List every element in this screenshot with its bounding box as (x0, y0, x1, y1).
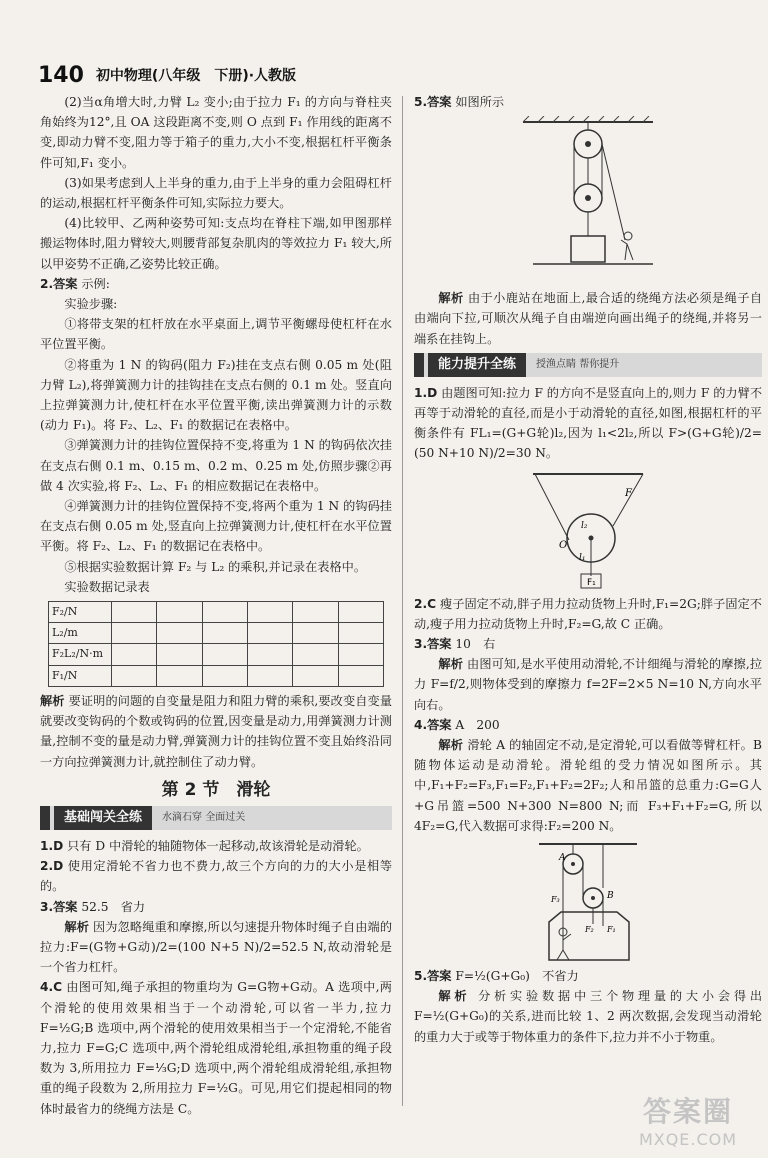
analysis-label: 解析 (438, 738, 464, 753)
label-l1: l₁ (579, 552, 586, 563)
steps-title: 实验步骤: (64, 297, 118, 312)
answer-text: 瘦子固定不动,胖子用力拉动货物上升时,F₁=2G;胖子固定不动,瘦子用力拉动货物上升时,F₂=G,故 C 正确。 (414, 596, 762, 631)
table-row (49, 623, 384, 644)
answer-label: 4.C (40, 980, 63, 995)
book-title: 初中物理(八年级 下册)·人教版 (95, 68, 297, 84)
analysis-text: 滑轮 A 的轴固定不动,是定滑轮,可以看做等臂杠杆。B 随物体运动是动滑轮。滑轮组的受力情况如图所示。其中,F₁+F₂=F₃,F₁=F₂,F₁+F₂=2F₂;人和吊篮的总重力:G=G人+G吊篮=500 N+300 N=800 N;而 F₃+F₁+F₂=G,所以 4F₂=G,代入数据可求得:F₂=200 N。 (414, 738, 763, 833)
answer-item (40, 274, 392, 294)
answer-text: 10 右 (455, 637, 496, 652)
watermark-text: 答案圈 (642, 1095, 733, 1128)
analysis-label: 解析 (438, 989, 471, 1004)
answer-text: 如图所示 (455, 95, 505, 109)
label-f: F (625, 487, 632, 499)
answer-item (40, 836, 392, 856)
step: ②将重为 1 N 的钩码(阻力 F₂)挂在支点右侧 0.05 m 处(阻力臂 L₂),将弹簧测力计的挂钩挂在支点右侧的 0.1 m 处。竖直向上拉弹簧测力计,使杠杆在水平位置平衡,读出弹簧测力计的示数(动力 F₁)。将 F₂、L₂、F₁ 的数据记在表格中。 (40, 357, 392, 433)
answer-label: 2.答案 (40, 276, 78, 291)
analysis-label: 解析 (64, 919, 89, 934)
banner-subtitle: 授渔点睛 帮你提升 (536, 358, 620, 370)
answer-item (414, 715, 762, 735)
analysis (40, 917, 392, 978)
paragraph: (2)当α角增大时,力臂 L₂ 变小;由于拉力 F₁ 的方向与脊柱夹角始终为12°,且 OA 这段距离不变,则 O 点到 F₁ 作用线的距离不变,即动力臂不变,阻力等于箱子的重力,大小不变,根据杠杆平衡条件可知,F₁ 变小。 (40, 95, 392, 170)
pulley-diagram-deer (513, 116, 663, 284)
analysis (414, 654, 762, 715)
page-header (38, 58, 748, 88)
table-row (49, 665, 384, 686)
pulley-lever-diagram (523, 468, 653, 590)
section-banner (414, 353, 762, 377)
answer-item (40, 977, 392, 1118)
analysis (414, 986, 762, 1047)
banner-title: 能力提升全练 (428, 353, 526, 377)
answer-item (414, 594, 762, 634)
row-header: F₁/N (49, 665, 112, 686)
analysis (414, 735, 762, 836)
banner-subtitle: 水滴石穿 全面过关 (162, 811, 246, 823)
table-row (49, 644, 384, 665)
record-table (48, 601, 384, 687)
step: ①将带支架的杠杆放在水平桌面上,调节平衡螺母使杠杆在水平位置平衡。 (40, 317, 392, 352)
analysis-text: 因为忽略绳重和摩擦,所以匀速提升物体时绳子自由端的拉力:F=(G物+G动)/2=(100 N+5 N)/2=52.5 N,故动滑轮是一个省力杠杆。 (40, 919, 393, 975)
step: ④弹簧测力计的挂钩位置保持不变,将两个重为 1 N 的钩码挂在支点右侧 0.05 m 处,竖直向上拉弹簧测力计,使杠杆在水平位置平衡。将 F₂、L₂、F₁ 的数据记在表格中。 (40, 499, 392, 554)
answer-item (414, 383, 762, 464)
pulley-basket-diagram (533, 840, 643, 962)
section-title: 第 2 节 滑轮 (161, 779, 271, 800)
answer-item (40, 897, 392, 917)
answer-text: 由题图可知:拉力 F 的方向不是竖直向上的,则力 F 的力臂不再等于动滑轮的直径,而是小于动滑轮的直径,如图,根据杠杆的平衡条件有 FL₁=(G+G轮)l₂,因为 l₁<2l₂,所以 F>(G+G轮)/2=(50 N+10 N)/2=30 N。 (414, 385, 763, 461)
row-header: F₂/N (49, 602, 112, 623)
step: ③弹簧测力计的挂钩位置保持不变,将重为 1 N 的钩码依次挂在支点右侧 0.1 m、0.15 m、0.2 m、0.25 m 处,仿照步骤②再做 4 次实验,将 F₂、L₂、F₁ 的相应数据记在表格中。 (40, 438, 392, 493)
label-g: F₁ (587, 577, 596, 588)
analysis-text: 分析实验数据中三个物理量的大小会得出 F=½(G+G₀)的关系,进而比较 1、2 两次数据,会发现当动滑轮的重力大于或等于物体重力的条件下,拉力并不小于物重。 (414, 989, 763, 1044)
banner-marker-icon (414, 353, 424, 377)
answer-label: 1.D (414, 385, 438, 400)
left-column (40, 92, 392, 1119)
answer-text: A 200 (455, 717, 500, 732)
answer-text: 52.5 省力 (81, 899, 146, 914)
label-f2: F₂ (585, 925, 594, 935)
answer-label: 5.答案 (414, 95, 452, 109)
row-header: L₂/m (49, 623, 112, 644)
answer-label: 5.答案 (414, 969, 452, 984)
right-column (414, 92, 762, 1047)
label-o: O (559, 539, 568, 551)
label-a: A (559, 853, 566, 864)
row-header: F₂L₂/N·m (49, 644, 112, 665)
answer-text: 使用定滑轮不省力也不费力,故三个方向的力的大小是相等的。 (40, 859, 393, 894)
analysis-text: 由图可知,是水平使用动滑轮,不计细绳与滑轮的摩擦,拉力 F=f/2,则物体受到的摩擦力 f=2F=2×5 N=10 N,方向水平向右。 (414, 657, 763, 712)
table-row (49, 602, 384, 623)
step: ⑤根据实验数据计算 F₂ 与 L₂ 的乘积,并记录在表格中。 (64, 559, 367, 574)
column-divider (402, 96, 403, 1106)
label-l2: l₂ (581, 520, 588, 531)
answer-label: 2.C (414, 596, 437, 611)
paragraph: (4)比较甲、乙两种姿势可知:支点均在脊柱下端,如甲图那样搬运物体时,阻力臂较大,则腰背部复杂肌肉的等效拉力 F₁ 较大,所以甲姿势不正确,乙姿势比较正确。 (40, 216, 392, 271)
table-title: 实验数据记录表 (64, 579, 150, 594)
label-b: B (607, 891, 614, 902)
answer-text: F=½(G+G₀) 不省力 (455, 969, 579, 984)
answer-item (40, 856, 392, 896)
analysis-text: 要证明的问题的自变量是阻力和阻力臂的乘积,要改变自变量就要改变钩码的个数或钩码的位置,因变量是动力,用弹簧测力计测量,控制不变的量是动力臂,弹簧测力计的挂钩位置不变且始终沿同一方向拉弹簧测力计,就控制住了动力臂。 (40, 693, 393, 769)
analysis-label: 解析 (438, 657, 464, 672)
answer-item (414, 92, 762, 112)
section-banner (40, 806, 392, 830)
watermark-logo (618, 1090, 758, 1150)
analysis-label: 解析 (40, 693, 65, 708)
label-f1: F₁ (607, 925, 616, 935)
answer-label: 4.答案 (414, 717, 452, 732)
page-number: 140 (38, 63, 84, 88)
answer-label: 3.答案 (40, 899, 78, 914)
analysis-text: 由于小鹿站在地面上,最合适的绕绳方法必须是绳子自由端向下拉,可顺次从绳子自由端逆向画出绳子的绕绳,并将另一端系在挂钩上。 (414, 291, 763, 346)
answer-label: 2.D (40, 859, 64, 874)
banner-marker-icon (40, 806, 50, 830)
watermark-url: MXQE.COM (638, 1130, 738, 1149)
answer-label: 1.D (40, 838, 64, 853)
answer-item (414, 966, 762, 986)
analysis (40, 691, 392, 772)
answer-text: 只有 D 中滑轮的轴随物体一起移动,故该滑轮是动滑轮。 (67, 838, 369, 853)
banner-title: 基础闯关全练 (54, 806, 152, 830)
answer-text: 示例: (81, 276, 110, 291)
answer-item (414, 634, 762, 654)
answer-label: 3.答案 (414, 637, 452, 652)
label-f3: F₃ (551, 895, 560, 905)
answer-text: 由图可知,绳子承担的物重均为 G=G物+G动。A 选项中,两个滑轮的使用效果相当于一个动滑轮,可以省一半力,拉力 F=½G;B 选项中,两个滑轮的使用效果相当于一个定滑轮,不能省力,拉力 F=G;C 选项中,两个滑轮组成滑轮组,承担物重的绳子段数为 3,所用拉力 F=⅓G;D 选项中,两个滑轮组成滑轮组,承担物重的绳子段数为 2,所用拉力 F=½G。可见,用它们提起相同的物体时最省力的绕绳方法是 C。 (40, 980, 392, 1116)
analysis (414, 288, 762, 349)
paragraph: (3)如果考虑到人上半身的重力,由于上半身的重力会阻碍杠杆的运动,根据杠杆平衡条件可知,实际拉力要大。 (40, 175, 392, 211)
analysis-label: 解析 (438, 291, 464, 306)
